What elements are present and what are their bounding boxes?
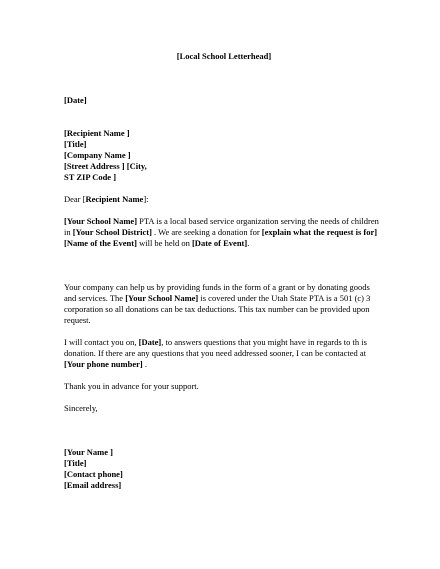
date-placeholder: [Date]	[64, 95, 87, 105]
school-name-2: [Your School Name]	[125, 293, 199, 303]
recipient-state-zip: ST ZIP Code ]	[64, 172, 117, 182]
paragraph-intro: [Your School Name] PTA is a local based service organization serving the needs of children in [Your School District] . We are seeking a donation for [explain what the request is for] [Name of the Event] will be held on [Date of Event].	[64, 216, 379, 248]
contact-date: [Date]	[138, 337, 162, 347]
date-line	[64, 95, 384, 106]
closing: Sincerely,	[64, 403, 98, 413]
event-date: [Date of Event]	[191, 238, 248, 248]
letter-body	[64, 51, 384, 491]
recipient-name: [Recipient Name ]	[64, 128, 130, 138]
signature-block	[64, 447, 384, 491]
phone-number: [Your phone number]	[64, 359, 143, 369]
recipient-street: [Street Address ]	[64, 161, 125, 171]
salutation-name: Recipient Name	[85, 194, 144, 204]
request-purpose: [explain what the request is for]	[261, 227, 378, 237]
paragraph-contact: I will contact you on, [Date], to answers questions that you might have in regards to th is donation. If there are any questions that you need addressed sooner, I can be contacted at [Your phone number] .	[64, 337, 367, 369]
signature-title: [Title]	[64, 458, 87, 468]
recipient-address	[64, 128, 384, 183]
salutation: Dear [Recipient Name]:	[64, 194, 149, 204]
recipient-title: [Title]	[64, 139, 87, 149]
school-name: [Your School Name]	[64, 216, 138, 226]
event-name: [Name of the Event]	[64, 238, 137, 248]
signature-phone: [Contact phone]	[64, 469, 123, 479]
signature-email: [Email address]	[64, 480, 122, 490]
signature-name: [Your Name ]	[64, 447, 113, 457]
recipient-city: [City,	[124, 161, 147, 171]
school-district: [Your School District]	[72, 227, 152, 237]
recipient-company: [Company Name ]	[64, 150, 131, 160]
paragraph-help: Your company can help us by providing funds in the form of a grant or by donating goods and services. The [Your School Name] is covered under the Utah State PTA is a 501 (c) 3 corporation so all donations can be tax deductions. This tax number can be provided upon request.	[64, 282, 371, 325]
thanks-line: Thank you in advance for your support.	[64, 381, 199, 391]
letterhead: [Local School Letterhead]	[176, 51, 272, 61]
